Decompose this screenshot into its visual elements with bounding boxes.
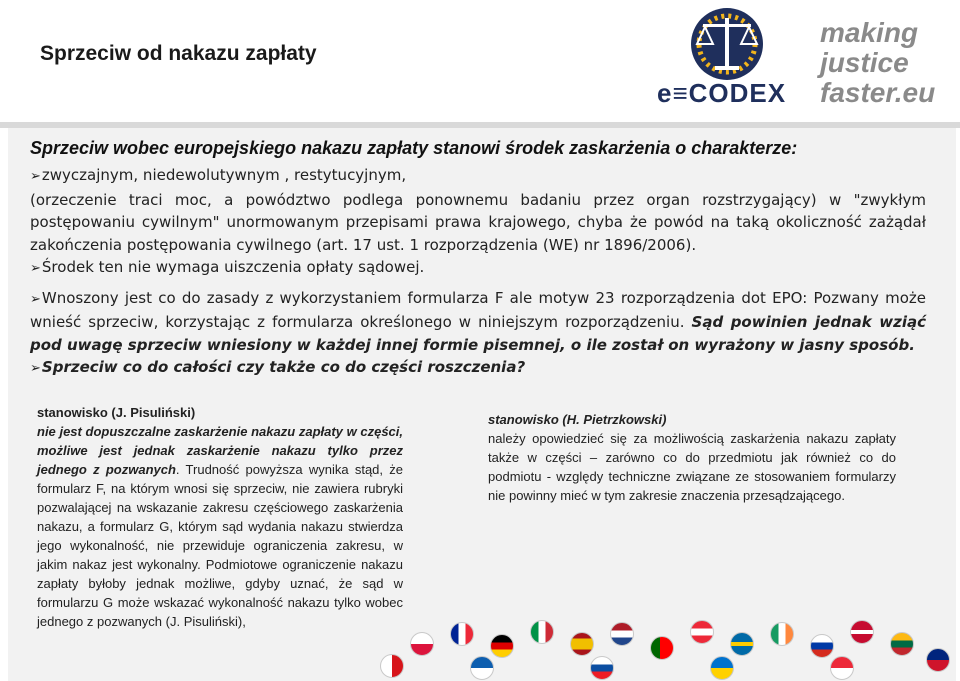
flag-icon bbox=[690, 620, 714, 644]
right-column bbox=[488, 410, 896, 505]
left-column-body: nie jest dopuszczalne zaskarżenie nakazu zapłaty w części, możliwe jest jednak zaskarżenie nakazu tylko przez jednego z pozwanych. Trudność powyższa wynika stąd, że formularz F, na którym wnosi się sprzeciw, nie zawiera rubryki pozwalającej na wskazanie zakresu częściowego zaskarżenia nakazu, a formularz G, którym sąd wydania nakazu stwierdza jego wykonalność, nie przewiduje ograniczenia zakresu, w jakim nakaz jest wykonalny. Podmiotowe ograniczenie nakazu zapłaty byłoby jednak możliwe, gdyby uznać, że sąd w formularzu G może wskazać wykonalność nakazu tylko wobec jednego z pozwanych (J. Pisuliński), bbox=[37, 424, 404, 629]
tagline bbox=[820, 18, 935, 108]
main-heading: Sprzeciw wobec europejskiego nakazu zapłaty stanowi środek zaskarżenia o charakterze: bbox=[30, 138, 798, 158]
right-column-body: należy opowiedzieć się za możliwością zaskarżenia nakazu zapłaty także w części – zarówno co do przedmiotu jak również co do podmiotu - względy techniczne związane ze stosowaniem formularzy nie powinny mieć w tym zakresie znaczenia przesądzającego. bbox=[488, 431, 896, 503]
paragraph-1: (orzeczenie traci moc, a powództwo podlega ponownemu badaniu przez organ rozstrzygający) w "zwykłym postępowaniu cywilnym" unormowanym przepisami prawa krajowego, chyba że powód na taką okoliczność zażądał zakończenia postępowania cywilnego (art. 17 ust. 1 rozporządzenia (WE) nr 1896/2006). bbox=[30, 190, 926, 254]
justice-scale-icon bbox=[655, 4, 805, 84]
flag-icon bbox=[830, 656, 854, 680]
ecodex-logo bbox=[655, 4, 955, 116]
right-column-label: stanowisko (H. Pietrzkowski) bbox=[488, 412, 667, 427]
bullet-2: ➢ Środek ten nie wymaga uiszczenia opłaty sądowej. bbox=[30, 256, 926, 281]
flag-icon bbox=[450, 622, 474, 646]
main-text bbox=[30, 136, 926, 381]
bullet-1: ➢ zwyczajnym, niedewolutywnym , restytucyjnym, bbox=[30, 164, 926, 189]
flag-icon bbox=[530, 620, 554, 644]
tagline-line-2: justice bbox=[820, 47, 909, 78]
flag-icon bbox=[570, 632, 594, 656]
bullet-3: ➢ Wnoszony jest co do zasady z wykorzystaniem formularza F ale motyw 23 rozporządzenia dot EPO: Pozwany może wnieść sprzeciw, korzystając z formularza określonego w niniejszym rozporządzeniu. Sąd powinien jednak wziąć pod uwagę sprzeciw wniesiony w każdej innej formie pisemnej, o ile został on wyrażony w jasny sposób. bbox=[30, 287, 926, 357]
flag-icon bbox=[926, 648, 950, 672]
flag-icon bbox=[610, 622, 634, 646]
eu-flags-decoration bbox=[370, 618, 960, 681]
flag-icon bbox=[730, 632, 754, 656]
left-column bbox=[37, 403, 403, 631]
slide-title: Sprzeciw od nakazu zapłaty bbox=[40, 42, 317, 65]
ecodex-wordmark: e≡CODEX bbox=[657, 78, 787, 108]
flag-icon bbox=[890, 632, 914, 656]
flag-icon bbox=[650, 636, 674, 660]
flag-icon bbox=[710, 656, 734, 680]
flag-icon bbox=[380, 654, 404, 678]
flag-icon bbox=[490, 634, 514, 658]
flag-icon bbox=[850, 620, 874, 644]
tagline-line-3: faster.eu bbox=[820, 77, 936, 108]
flag-icon bbox=[470, 656, 494, 680]
bullet-4: ➢ Sprzeciw co do całości czy także co do części roszczenia? bbox=[30, 356, 926, 381]
flag-icon bbox=[410, 632, 434, 656]
left-column-label: stanowisko (J. Pisuliński) bbox=[37, 405, 196, 420]
flag-icon bbox=[770, 622, 794, 646]
flag-icon bbox=[590, 656, 614, 680]
flag-icon bbox=[810, 634, 834, 658]
tagline-line-1: making bbox=[820, 17, 919, 48]
